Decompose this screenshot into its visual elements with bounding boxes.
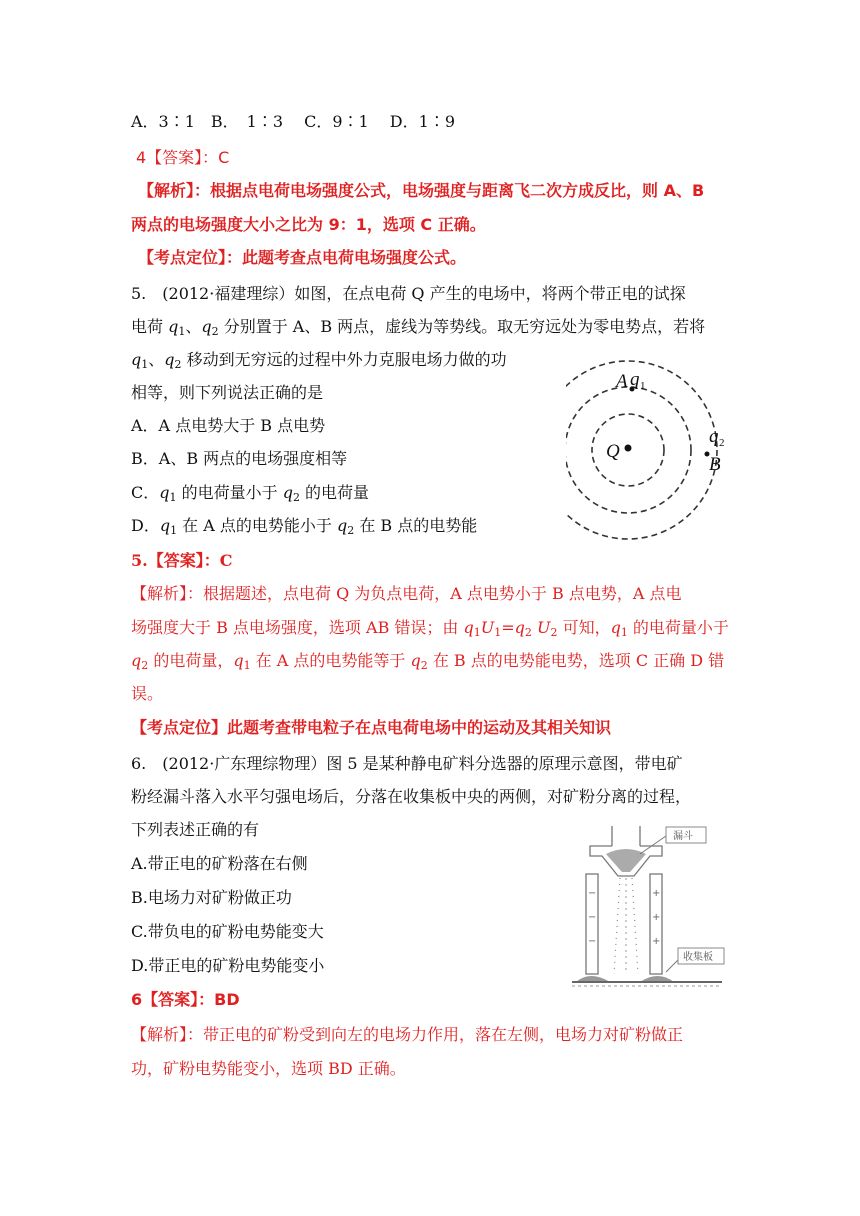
q6-option-c: C.带负电的矿粉电势能变大	[131, 922, 324, 941]
q5-stem-line1: 5. (2012·福建理综）如图，在点电荷 Q 产生的电场中，将两个带正电的试探	[131, 284, 686, 303]
label-q: Q	[606, 441, 620, 462]
svg-text:−: −	[588, 936, 597, 947]
q5-analysis-line1: 【解析】：根据题述，点电荷 Q 为负点电荷，A 点电势小于 B 点电势，A 点电	[131, 584, 682, 603]
label-q2: q	[709, 426, 719, 447]
svg-text:−: −	[588, 888, 597, 899]
q5-option-c: C．$q_1$ 的电荷量小于 $q_2$ 的电荷量	[131, 483, 370, 504]
q5-option-b: B．A、B 两点的电场强度相等	[131, 449, 348, 468]
q5-analysis-line2: 场强度大于 B 点电场强度，选项 AB 错误；由 $q_1U_1=q_2$ $U_2$ 可知，$q_1$ 的电荷量小于	[131, 618, 729, 639]
q5-answer: 5.【答案】：C	[131, 551, 233, 570]
q4-options: A．3∶1 B． 1∶3 C．9∶1 D．1∶9	[131, 112, 455, 131]
label-q1: q	[630, 369, 640, 390]
collector-label: 收集板	[683, 952, 713, 963]
q6-stem-line2: 粉经漏斗落入水平匀强电场后，分落在收集板中央的两侧，对矿粉分离的过程，	[131, 787, 692, 806]
svg-text:+: +	[652, 936, 661, 947]
q6-stem-line3: 下列表述正确的有	[131, 820, 260, 839]
q6-stem-line1: 6. (2012·广东理综物理）图 5 是某种静电矿料分选器的原理示意图，带电矿	[131, 754, 683, 773]
label-a: A	[616, 371, 628, 392]
q6-analysis-line1: 【解析】：带正电的矿粉受到向左的电场力作用，落在左侧，电场力对矿粉做正	[131, 1025, 684, 1044]
label-q2-sub: 2	[719, 437, 725, 449]
label-q1-sub: 1	[640, 380, 646, 392]
q5-stem-line3: $q_1$、$q_2$ 移动到无穷远的过程中外力克服电场力做的功	[131, 350, 507, 371]
q4-answer: 4【答案】：C	[136, 148, 230, 167]
q4-analysis-line1: 【解析】：根据点电荷电场强度公式，电场强度与距离飞二次方成反比，则 A、B	[138, 181, 705, 200]
q5-option-a: A．A 点电势大于 B 点电势	[131, 416, 326, 435]
point-charge-q	[625, 445, 632, 452]
q5-analysis-line4: 误。	[131, 684, 164, 703]
q6-answer: 6【答案】：BD	[131, 990, 240, 1009]
q6-option-d: D.带正电的矿粉电势能变小	[131, 956, 325, 975]
q5-stem-line4: 相等，则下列说法正确的是	[131, 383, 324, 402]
svg-text:−: −	[588, 912, 597, 923]
q5-knowledge-point: 【考点定位】此题考查带电粒子在点电荷电场中的运动及其相关知识	[131, 718, 612, 737]
q4-analysis-line2: 两点的电场强度大小之比为 9：1，选项 C 正确。	[131, 215, 486, 234]
q5-equipotential-figure	[566, 358, 746, 543]
q5-stem-line2: 电荷 $q_1$、$q_2$ 分别置于 A、B 两点，虚线为等势线。取无穷远处为零电势点，若将	[131, 317, 706, 338]
svg-text:+: +	[652, 888, 661, 899]
q6-separator-figure	[570, 824, 730, 990]
q5-option-d: D．$q_1$ 在 A 点的电势能小于 $q_2$ 在 B 点的电势能	[131, 516, 478, 537]
svg-text:+: +	[652, 912, 661, 923]
q6-analysis-line2: 功，矿粉电势能变小，选项 BD 正确。	[131, 1059, 406, 1078]
label-b: B	[709, 454, 721, 475]
q5-analysis-line3: $q_2$ 的电荷量，$q_1$ 在 A 点的电势能等于 $q_2$ 在 B 点的电势能电势，选项 C 正确 D 错	[131, 651, 725, 672]
q6-option-b: B.电场力对矿粉做正功	[131, 888, 292, 907]
q6-option-a: A.带正电的矿粉落在右侧	[131, 854, 308, 873]
q4-knowledge-point: 【考点定位】：此题考查点电荷电场强度公式。	[138, 248, 467, 267]
funnel-label: 漏斗	[673, 831, 693, 842]
